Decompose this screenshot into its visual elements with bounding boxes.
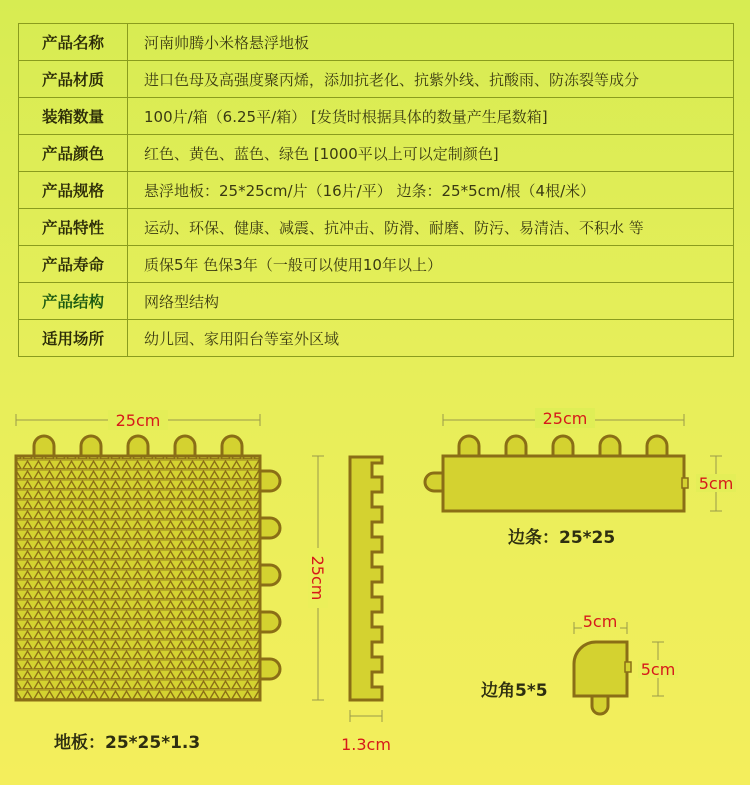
- tile-height-dimension: [308, 456, 328, 700]
- spec-value: 质保5年 色保3年（一般可以使用10年以上）: [128, 246, 734, 283]
- corner-piece-drawing: [574, 642, 631, 714]
- spec-value: 幼儿园、家用阳台等室外区域: [128, 320, 734, 357]
- corner-width-dimension: [574, 612, 627, 634]
- tile-width-label: 25cm: [115, 411, 161, 430]
- tile-thickness-label: 1.3cm: [341, 735, 391, 754]
- spec-label: 产品名称: [19, 24, 128, 61]
- edge-strip-drawing: [425, 436, 688, 511]
- spec-label: 适用场所: [19, 320, 128, 357]
- floor-tile-drawing: [16, 436, 280, 700]
- spec-label: 产品特性: [19, 209, 128, 246]
- corner-width-label: 5cm: [582, 612, 618, 631]
- spec-value: 网络型结构: [128, 283, 734, 320]
- corner-height-dimension: [638, 642, 678, 696]
- edge-caption: 边条：25*25: [508, 528, 616, 548]
- corner-height-label: 5cm: [640, 660, 676, 679]
- spec-value: 运动、环保、健康、减震、抗冲击、防滑、耐磨、防污、易清洁、不积水 等: [128, 209, 734, 246]
- spec-value: 进口色母及高强度聚丙烯，添加抗老化、抗紫外线、抗酸雨、防冻裂等成分: [128, 61, 734, 98]
- edge-height-label: 5cm: [698, 474, 734, 493]
- spec-label: 产品规格: [19, 172, 128, 209]
- spec-label: 产品结构: [19, 283, 128, 320]
- tile-caption: 地板：25*25*1.3: [54, 733, 201, 753]
- tile-height-label: 25cm: [308, 555, 327, 601]
- spec-value: 100片/箱（6.25平/箱） [发货时根据具体的数量产生尾数箱]: [128, 98, 734, 135]
- spec-label: 产品寿命: [19, 246, 128, 283]
- spec-value: 红色、黄色、蓝色、绿色 [1000平以上可以定制颜色]: [128, 135, 734, 172]
- spec-label: 产品颜色: [19, 135, 128, 172]
- spec-value: 悬浮地板：25*25cm/片（16片/平） 边条：25*5cm/根（4根/米）: [128, 172, 734, 209]
- tile-side-profile: [350, 457, 382, 700]
- spec-label: 装箱数量: [19, 98, 128, 135]
- spec-value: 河南帅腾小米格悬浮地板: [128, 24, 734, 61]
- spec-label: 产品材质: [19, 61, 128, 98]
- tile-width-dimension: [16, 410, 260, 430]
- tile-thickness-dimension: [341, 710, 391, 754]
- edge-height-dimension: [696, 456, 736, 511]
- edge-width-label: 25cm: [542, 409, 588, 428]
- edge-width-dimension: [443, 408, 684, 428]
- corner-caption: 边角5*5: [481, 681, 548, 701]
